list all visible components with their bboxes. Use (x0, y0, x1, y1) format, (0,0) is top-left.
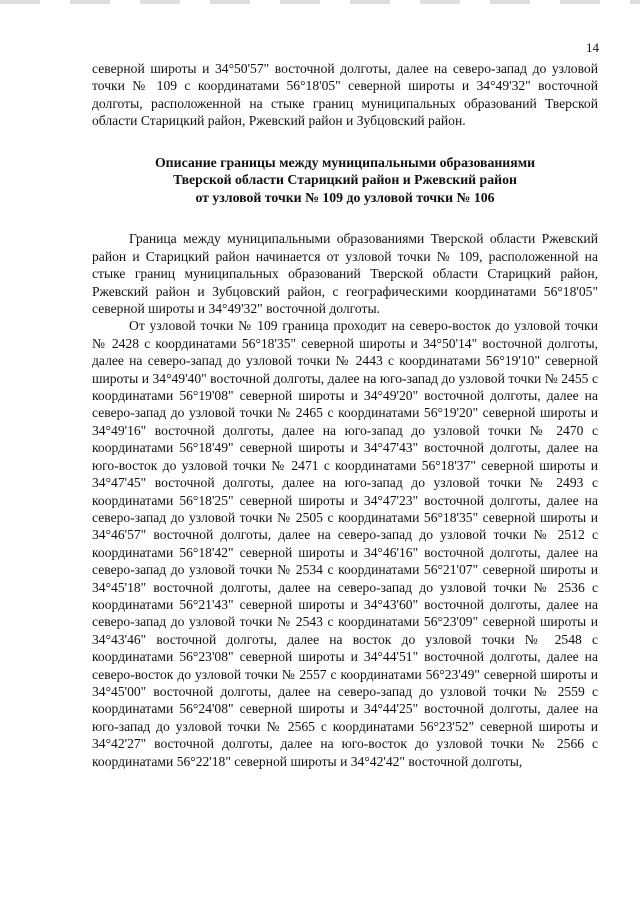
section-heading (92, 154, 598, 207)
boundary-start-paragraph: Граница между муниципальными образованиями Тверской области Ржевский район и Старицкий район начинается от узловой точки № 109, расположенной на стыке границ муниципальных образований Тверской области Старицкий район, Ржевский район и Зубцовский район, с географическими координатами 56°18'05" северной широты и 34°49'32" восточной долготы. (92, 231, 598, 317)
boundary-route-paragraph: От узловой точки № 109 граница проходит на северо-восток до узловой точки № 2428 с координатами 56°18'35" северной широты и 34°50'14" восточной долготы, далее на северо-запад до узловой точки № 2443 с координатами 56°19'10" северной широты и 34°49'40" восточной долготы, далее на юго-запад до узловой точки № 2455 с координатами 56°19'08" северной широты и 34°49'20" восточной долготы, далее на северо-запад до узловой точки № 2465 с координатами 56°19'20" северной широты и 34°49'16" восточной долготы, далее на юго-запад до узловой точки № 2470 с координатами 56°18'49" северной широты и 34°47'43" восточной долготы, далее на юго-восток до узловой точки № 2471 с координатами 56°18'37" северной широты и 34°47'45" восточной долготы, далее на юго-запад до узловой точки № 2493 с координатами 56°18'25" северной широты и 34°47'23" восточной долготы, далее на северо-запад до узловой точки № 2505 с координатами 56°18'35" северной широты и 34°46'57" восточной долготы, далее на северо-запад до узловой точки № 2512 с координатами 56°18'42" северной широты и 34°46'16" восточной долготы, далее на северо-запад до узловой точки № 2534 с координатами 56°21'07" северной широты и 34°45'18" восточной долготы, далее на северо-запад до узловой точки № 2536 с координатами 56°21'43" северной широты и 34°43'60" восточной долготы, далее на северо-запад до узловой точки № 2543 с координатами 56°23'09" северной широты и 34°43'46" восточной долготы, далее на восток до узловой точки № 2548 с координатами 56°23'08" северной широты и 34°44'51" восточной долготы, далее на северо-восток до узловой точки № 2557 с координатами 56°23'49" северной широты и 34°45'00" восточной долготы, далее на северо-запад до узловой точки № 2559 с координатами 56°24'08" северной широты и 34°44'25" восточной долготы, далее на юго-запад до узловой точки № 2565 с координатами 56°23'52" северной широты и 34°42'27" восточной долготы, далее на юго-восток до узловой точки № 2566 с координатами 56°22'18" северной широты и 34°42'42" восточной долготы, (92, 318, 598, 769)
heading-line-2: Тверской области Старицкий район и Ржевский район (173, 172, 517, 188)
scan-top-edge (0, 0, 640, 4)
heading-line-1: Описание границы между муниципальными образованиями (154, 154, 536, 170)
document-body (92, 60, 598, 770)
page-number: 14 (586, 40, 599, 55)
intro-paragraph: северной широты и 34°50'57" восточной долготы, далее на северо-запад до узловой точки № 109 с координатами 56°18'05" северной широты и 34°49'32" восточной долготы, расположенной на стыке границ муниципальных образований Тверской области Старицкий район, Ржевский район и Зубцовский район. (92, 61, 598, 129)
heading-line-3: от узловой точки № 109 до узловой точки № 106 (195, 189, 495, 205)
